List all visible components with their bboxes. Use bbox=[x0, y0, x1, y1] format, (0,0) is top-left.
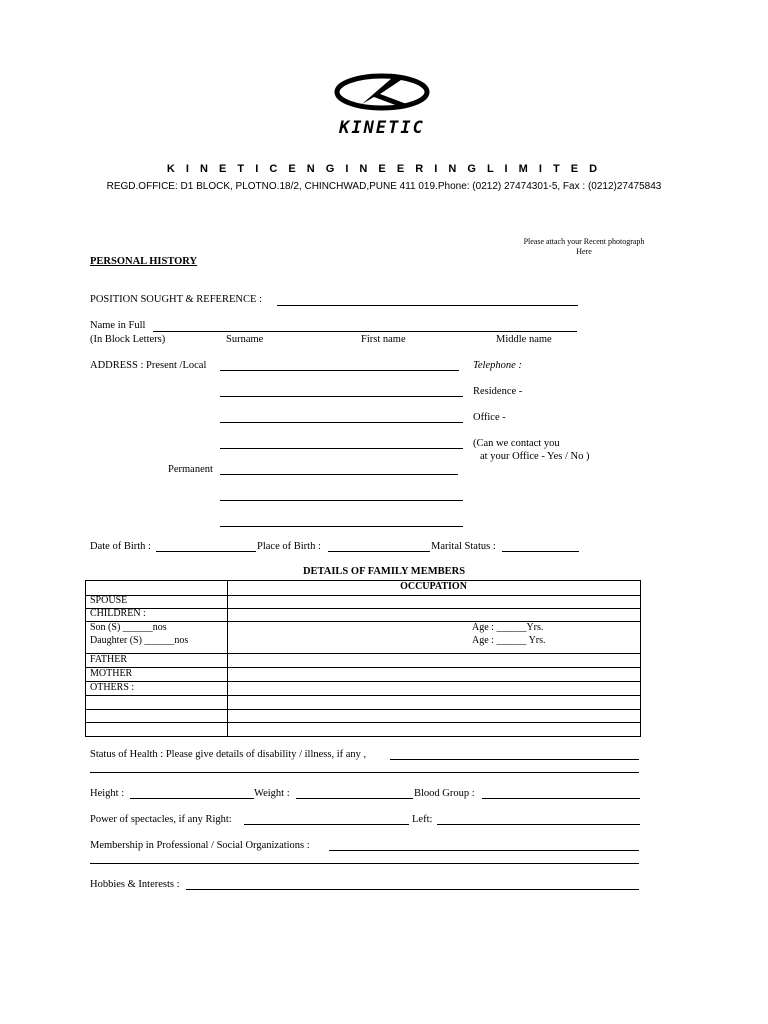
permanent-line-1[interactable] bbox=[220, 474, 458, 475]
name-label: Name in Full bbox=[90, 320, 146, 331]
logo-text: KINETIC bbox=[339, 118, 425, 138]
height-label: Height : bbox=[90, 788, 125, 799]
son-age: Age : ______Yrs. bbox=[472, 622, 544, 633]
daughter-label: Daughter (S) ______nos bbox=[90, 635, 189, 646]
spectacles-left-label: Left: bbox=[412, 814, 433, 825]
registered-office: REGD.OFFICE: D1 BLOCK, PLOTNO.18/2, CHINCHWAD,PUNE 411 019.Phone: (0212) 27474301-5, Fax : (0212)27475843 bbox=[106, 181, 662, 192]
son-label: Son (S) ______nos bbox=[90, 622, 167, 633]
membership-field-2[interactable] bbox=[90, 863, 639, 864]
membership-field[interactable] bbox=[329, 850, 639, 851]
kinetic-logo bbox=[332, 70, 432, 140]
block-letters-label: (In Block Letters) bbox=[90, 334, 166, 345]
hobbies-field[interactable] bbox=[186, 889, 639, 890]
address-label: ADDRESS : Present /Local bbox=[90, 360, 207, 371]
permanent-line-3[interactable] bbox=[220, 526, 463, 527]
health-field-2[interactable] bbox=[90, 772, 639, 773]
spectacles-right-field[interactable] bbox=[244, 824, 409, 825]
permanent-label: Permanent bbox=[168, 464, 213, 475]
health-label: Status of Health : Please give details of disability / illness, if any , bbox=[90, 749, 367, 760]
membership-label: Membership in Professional / Social Organizations : bbox=[90, 840, 310, 851]
height-field[interactable] bbox=[130, 798, 254, 799]
pob-field[interactable] bbox=[328, 551, 430, 552]
form-title: PERSONAL HISTORY bbox=[90, 256, 198, 267]
address-line-2[interactable] bbox=[220, 396, 463, 397]
others-label: OTHERS : bbox=[90, 682, 135, 693]
position-label: POSITION SOUGHT & REFERENCE : bbox=[90, 294, 262, 305]
permanent-line-2[interactable] bbox=[220, 500, 463, 501]
position-field[interactable] bbox=[277, 305, 578, 306]
contact-question: (Can we contact you bbox=[473, 438, 560, 449]
dob-label: Date of Birth : bbox=[90, 541, 151, 552]
address-line-3[interactable] bbox=[220, 422, 463, 423]
daughter-age: Age : ______ Yrs. bbox=[472, 635, 546, 646]
name-field[interactable] bbox=[153, 331, 577, 332]
spectacles-label: Power of spectacles, if any Right: bbox=[90, 814, 232, 825]
family-table bbox=[85, 580, 641, 737]
father-label: FATHER bbox=[90, 654, 128, 665]
occupation-header: OCCUPATION bbox=[400, 581, 467, 592]
office-label: Office - bbox=[473, 412, 506, 423]
telephone-label: Telephone : bbox=[473, 360, 522, 371]
marital-label: Marital Status : bbox=[431, 541, 496, 552]
weight-field[interactable] bbox=[296, 798, 413, 799]
spouse-label: SPOUSE bbox=[90, 595, 128, 606]
address-line-1[interactable] bbox=[220, 370, 459, 371]
middle-name-label: Middle name bbox=[496, 334, 552, 345]
table-divider bbox=[227, 581, 228, 736]
blood-group-field[interactable] bbox=[482, 798, 640, 799]
contact-question-2: at your Office - Yes / No ) bbox=[480, 451, 590, 462]
family-title: DETAILS OF FAMILY MEMBERS bbox=[302, 566, 466, 577]
address-line-4[interactable] bbox=[220, 448, 463, 449]
blood-group-label: Blood Group : bbox=[414, 788, 475, 799]
residence-label: Residence - bbox=[473, 386, 523, 397]
hobbies-label: Hobbies & Interests : bbox=[90, 879, 180, 890]
health-field[interactable] bbox=[390, 759, 639, 760]
mother-label: MOTHER bbox=[90, 668, 133, 679]
dob-field[interactable] bbox=[156, 551, 256, 552]
marital-field[interactable] bbox=[502, 551, 579, 552]
children-label: CHILDREN : bbox=[90, 608, 146, 619]
surname-label: Surname bbox=[226, 334, 264, 345]
weight-label: Weight : bbox=[254, 788, 290, 799]
photo-note: Please attach your Recent photograph Here bbox=[523, 237, 645, 256]
spectacles-left-field[interactable] bbox=[437, 824, 640, 825]
first-name-label: First name bbox=[361, 334, 406, 345]
company-name: K I N E T I C E N G I N E E R I N G L I M I T E D bbox=[166, 163, 602, 175]
pob-label: Place of Birth : bbox=[257, 541, 321, 552]
